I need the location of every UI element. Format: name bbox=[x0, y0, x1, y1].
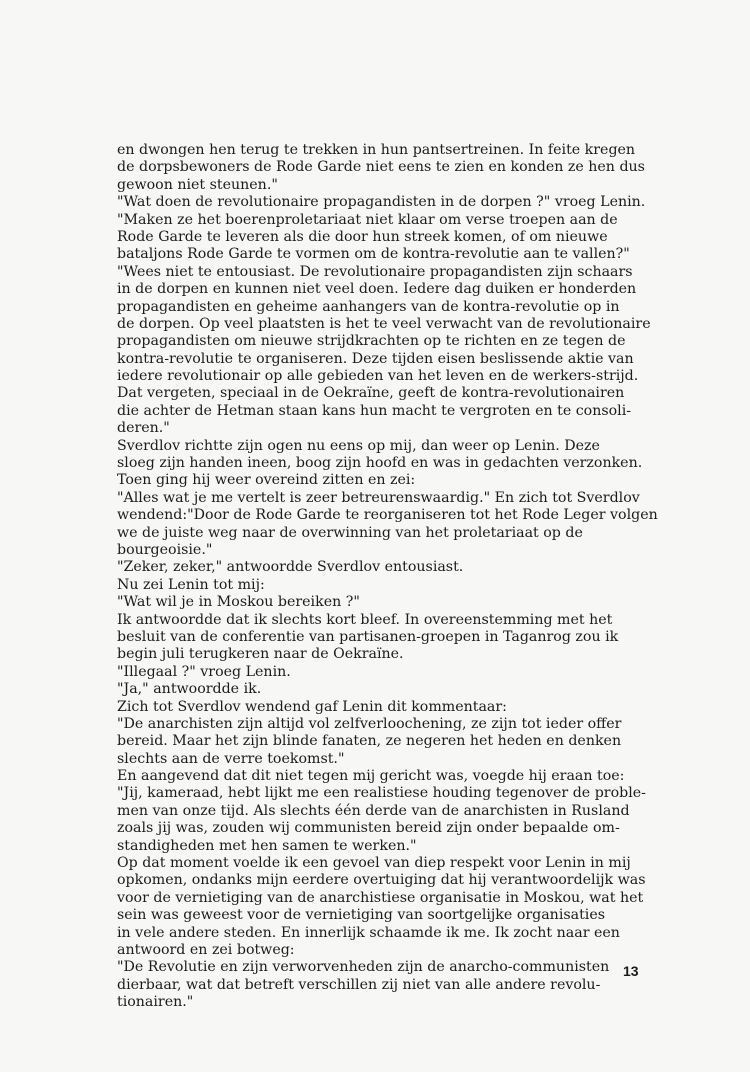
text-line: opkomen, ondanks mijn eerdere overtuiging dat hij verantwoordelijk was bbox=[117, 872, 646, 889]
text-line: "Wees niet te entousiast. De revolutionaire propagandisten zijn schaars bbox=[117, 263, 633, 280]
page-number: 13 bbox=[623, 963, 639, 979]
text-line: "Wat wil je in Moskou bereiken ?" bbox=[117, 594, 360, 611]
text-line: de dorpen. Op veel plaatsten is het te veel verwacht van de revolutionaire bbox=[117, 315, 651, 332]
text-line: Zich tot Sverdlov wendend gaf Lenin dit kommentaar: bbox=[117, 698, 507, 715]
text-line: "Maken ze het boerenproletariaat niet klaar om verse troepen aan de bbox=[117, 211, 618, 228]
text-line: zoals jij was, zouden wij communisten bereid zijn onder bepaalde om- bbox=[117, 820, 620, 837]
text-line: Op dat moment voelde ik een gevoel van diep respekt voor Lenin in mij bbox=[117, 855, 631, 872]
text-line: Toen ging hij weer overeind zitten en zei: bbox=[117, 472, 416, 489]
text-line: bereid. Maar het zijn blinde fanaten, ze negeren het heden en denken bbox=[117, 733, 622, 750]
text-line: "Illegaal ?" vroeg Lenin. bbox=[117, 663, 291, 680]
text-line: "Zeker, zeker," antwoordde Sverdlov entousiast. bbox=[117, 559, 464, 576]
text-line: "Alles wat je me vertelt is zeer betreurenswaardig." En zich tot Sverdlov bbox=[117, 489, 640, 506]
text-line: begin juli terugkeren naar de Oekraïne. bbox=[117, 646, 404, 663]
text-line: "Jij, kameraad, hebt lijkt me een realistiese houding tegenover de proble- bbox=[117, 785, 646, 802]
text-line: wendend:"Door de Rode Garde te reorganiseren tot het Rode Leger volgen bbox=[117, 507, 658, 524]
text-line: sloeg zijn handen ineen, boog zijn hoofd en was in gedachten verzonken. bbox=[117, 455, 643, 472]
text-line: "De Revolutie en zijn verworvenheden zijn de anarcho-communisten bbox=[117, 959, 610, 976]
text-line: antwoord en zei botweg: bbox=[117, 941, 295, 958]
text-line: En aangevend dat dit niet tegen mij gericht was, voegde hij eraan toe: bbox=[117, 768, 625, 785]
text-line: "Wat doen de revolutionaire propagandisten in de dorpen ?" vroeg Lenin. bbox=[117, 194, 646, 211]
text-line: bourgeoisie." bbox=[117, 541, 213, 558]
text-line: slechts aan de verre toekomst." bbox=[117, 750, 345, 767]
text-line: sein was geweest voor de vernietiging van soortgelijke organisaties bbox=[117, 907, 606, 924]
text-line: "Ja," antwoordde ik. bbox=[117, 681, 262, 698]
text-line: in vele andere steden. En innerlijk schaamde ik me. Ik zocht naar een bbox=[117, 924, 620, 941]
text-line: voor de vernietiging van de anarchistiese organisatie in Moskou, wat het bbox=[117, 889, 644, 906]
text-line: en dwongen hen terug te trekken in hun pantsertreinen. In feite kregen bbox=[117, 142, 636, 158]
text-line: Rode Garde te leveren als die door hun streek komen, of om nieuwe bbox=[117, 228, 608, 245]
text-line: we de juiste weg naar de overwinning van het proletariaat op de bbox=[117, 524, 583, 541]
text-line: propagandisten om nieuwe strijdkrachten op te richten en ze tegen de bbox=[117, 333, 626, 350]
text-line: dierbaar, wat dat betreft verschillen zij niet van alle andere revolu- bbox=[117, 976, 601, 993]
text-line: in de dorpen en kunnen niet veel doen. Iedere dag duiken er honderden bbox=[117, 281, 637, 298]
text-line: Ik antwoordde dat ik slechts kort bleef. In overeenstemming met het bbox=[117, 611, 613, 628]
text-line: Sverdlov richtte zijn ogen nu eens op mij, dan weer op Lenin. Deze bbox=[117, 437, 600, 454]
text-line: propagandisten en geheime aanhangers van de kontra-revolutie op in bbox=[117, 298, 620, 315]
text-line bbox=[117, 1012, 687, 1029]
text-line: besluit van de conferentie van partisanen-groepen in Taganrog zou ik bbox=[117, 628, 619, 645]
text-line: men van onze tijd. Als slechts één derde van de anarchisten in Rusland bbox=[117, 802, 630, 819]
body-text bbox=[117, 142, 687, 1029]
text-line: standigheden met hen samen te werken." bbox=[117, 837, 417, 854]
text-line: die achter de Hetman staan kans hun macht te vergroten en te consoli- bbox=[117, 402, 632, 419]
text-line: de dorpsbewoners de Rode Garde niet eens te zien en konden ze hen dus bbox=[117, 159, 645, 176]
text-line: tionairen." bbox=[117, 994, 194, 1011]
text-line: "De anarchisten zijn altijd vol zelfverloochening, ze zijn tot ieder offer bbox=[117, 715, 622, 732]
text-line: deren." bbox=[117, 420, 170, 437]
text-line: Nu zei Lenin tot mij: bbox=[117, 576, 265, 593]
text-line: gewoon niet steunen." bbox=[117, 176, 278, 193]
text-line: kontra-revolutie te organiseren. Deze tijden eisen beslissende aktie van bbox=[117, 350, 634, 367]
text-line: iedere revolutionair op alle gebieden van het leven en de werkers-strijd. bbox=[117, 368, 639, 385]
text-line: Dat vergeten, speciaal in de Oekraïne, geeft de kontra-revolutionairen bbox=[117, 385, 625, 402]
text-line: bataljons Rode Garde te vormen om de kontra-revolutie aan te vallen?" bbox=[117, 246, 630, 263]
